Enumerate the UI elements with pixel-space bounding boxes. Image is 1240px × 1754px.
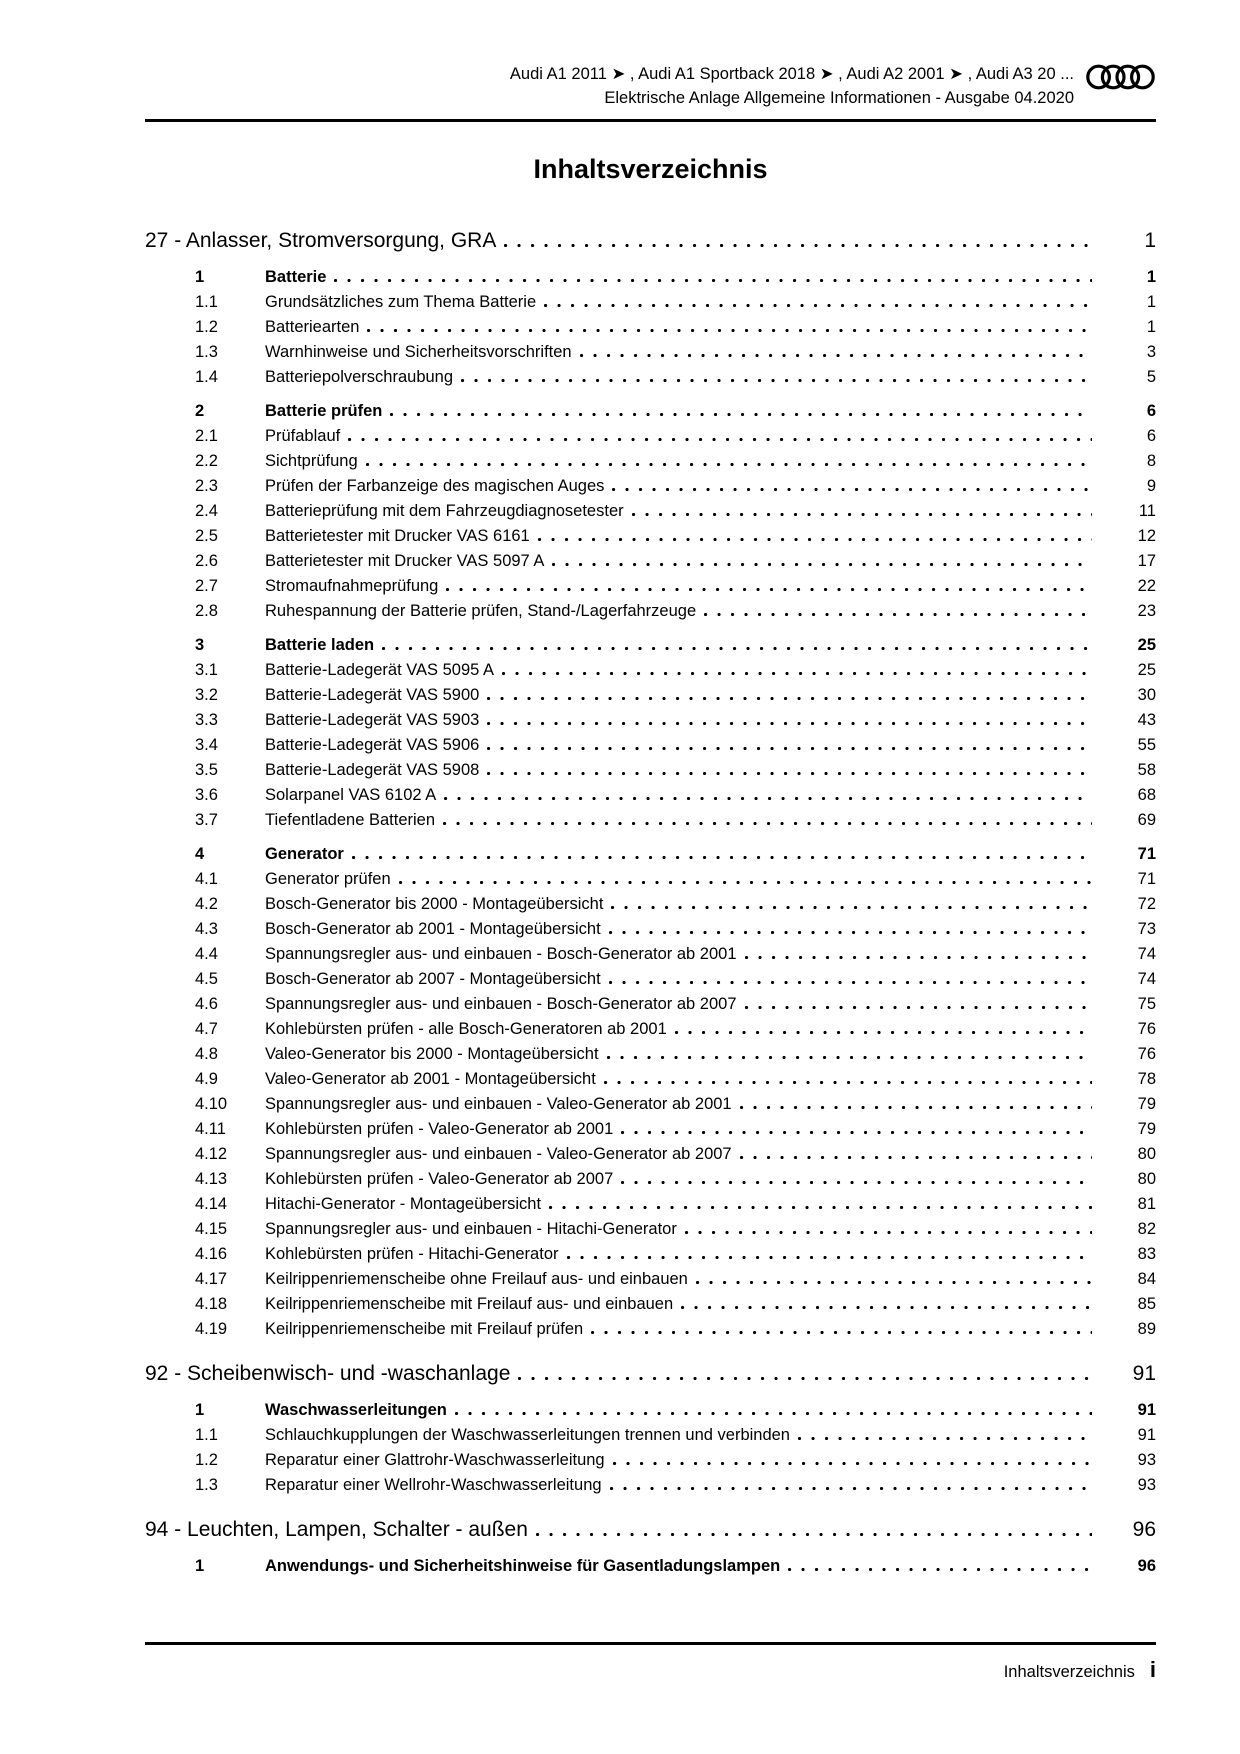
toc-sub-row[interactable] (145, 1267, 1156, 1292)
dot-leader (567, 1255, 1093, 1259)
toc-entry-page: 91 (1132, 1362, 1156, 1385)
toc-entry-number: 1.2 (195, 1451, 218, 1469)
toc-sub-row[interactable] (145, 1167, 1156, 1192)
dot-leader (675, 1030, 1092, 1034)
toc-entry-page: 22 (1137, 577, 1156, 595)
dot-leader (621, 1130, 1092, 1134)
dot-leader (740, 1155, 1092, 1159)
dot-leader (798, 1436, 1092, 1440)
toc-entry-page: 55 (1137, 736, 1156, 754)
toc-entry-page: 25 (1137, 636, 1156, 654)
dot-leader (544, 303, 1092, 307)
toc-entry-page: 30 (1137, 686, 1156, 704)
dot-leader (390, 412, 1092, 416)
dot-leader (538, 537, 1092, 541)
toc-chapter-row[interactable] (145, 225, 1156, 256)
toc-entry-label: Batterie-Ladegerät VAS 5908 (265, 761, 480, 779)
toc-sub-row[interactable] (145, 917, 1156, 942)
dot-leader (681, 1305, 1092, 1309)
toc-entry-label: Valeo-Generator ab 2001 - Montageübersicht (265, 1070, 596, 1088)
toc-sub-row[interactable] (145, 1448, 1156, 1473)
toc-entry-label: Spannungsregler aus- und einbauen - Bosch-Generator ab 2007 (265, 995, 737, 1013)
toc-entry-page: 85 (1137, 1295, 1156, 1313)
dot-leader (745, 1005, 1093, 1009)
toc-entry-page: 79 (1137, 1095, 1156, 1113)
dot-leader (502, 671, 1092, 675)
toc-entry-number: 4.4 (195, 945, 218, 963)
toc-entry-label: Bosch-Generator ab 2007 - Montageübersicht (265, 970, 601, 988)
toc-entry-number: 1 (195, 1401, 205, 1419)
toc-chapter-row[interactable] (145, 1514, 1156, 1545)
toc-entry-label: Generator prüfen (265, 870, 391, 888)
toc-entry-page: 68 (1137, 786, 1156, 804)
dot-leader (549, 1205, 1092, 1209)
toc-entry-label: Batterie-Ladegerät VAS 5900 (265, 686, 480, 704)
toc-entry-number: 2.7 (195, 577, 218, 595)
toc-entry-number: 3.7 (195, 811, 218, 829)
toc-entry-number: 2.1 (195, 427, 218, 445)
header-rule (145, 119, 1156, 122)
toc-entry-label: Solarpanel VAS 6102 A (265, 786, 437, 804)
toc-entry-page: 6 (1146, 402, 1156, 420)
toc-entry-page: 23 (1137, 602, 1156, 620)
toc-entry-page: 83 (1137, 1245, 1156, 1263)
dot-leader (610, 1486, 1092, 1490)
dot-leader (487, 721, 1092, 725)
toc-sub-row[interactable] (145, 340, 1156, 365)
toc-entry-number: 4.1 (195, 870, 218, 888)
toc-entry-number: 2.6 (195, 552, 218, 570)
toc-entry-label: Ruhespannung der Batterie prüfen, Stand-/Lagerfahrzeuge (265, 602, 697, 620)
toc-entry-number: 1.1 (195, 293, 218, 311)
toc-entry-label: Batterie-Ladegerät VAS 5903 (265, 711, 480, 729)
footer-rule (145, 1642, 1156, 1645)
toc-entry-page: 76 (1137, 1045, 1156, 1063)
toc-entry-label: Batterie laden (265, 636, 375, 654)
toc-entry-number: 4.13 (195, 1170, 228, 1188)
dot-leader (443, 821, 1092, 825)
header-text-block (510, 62, 1074, 110)
dot-leader (348, 437, 1092, 441)
toc-sub-row[interactable] (145, 1317, 1156, 1342)
dot-leader (455, 1411, 1092, 1415)
toc-section-row[interactable] (145, 399, 1156, 424)
page-title: Inhaltsverzeichnis (533, 154, 768, 184)
toc-entry-number: 3.5 (195, 761, 218, 779)
dot-leader (632, 512, 1092, 516)
toc-entry-number: 3.4 (195, 736, 218, 754)
toc-sub-row[interactable] (145, 1042, 1156, 1067)
toc-entry-page: 1 (1146, 293, 1156, 311)
toc-entry-page: 73 (1137, 920, 1156, 938)
toc-entry-number: 4.8 (195, 1045, 218, 1063)
toc-entry-label: Kohlebürsten prüfen - Valeo-Generator ab 2001 (265, 1120, 614, 1138)
toc-sub-row[interactable] (145, 1217, 1156, 1242)
dot-leader (621, 1180, 1092, 1184)
dot-leader (367, 328, 1092, 332)
toc-entry-number: 4.6 (195, 995, 218, 1013)
toc-entry-page: 74 (1137, 945, 1156, 963)
toc-entry-number: 4.3 (195, 920, 218, 938)
toc-entry-label: Kohlebürsten prüfen - alle Bosch-Generatoren ab 2001 (265, 1020, 667, 1038)
toc-entry-page: 81 (1137, 1195, 1156, 1213)
toc-entry-page: 58 (1137, 761, 1156, 779)
dot-leader (745, 955, 1093, 959)
dot-leader (536, 1532, 1092, 1536)
dot-leader (504, 243, 1092, 247)
toc-section-row[interactable] (145, 265, 1156, 290)
toc-entry-number: 4.18 (195, 1295, 228, 1313)
dot-leader (613, 1461, 1092, 1465)
toc-sub-row[interactable] (145, 599, 1156, 624)
toc-entry-page: 1 (1146, 268, 1156, 286)
toc-entry-number: 4.12 (195, 1145, 228, 1163)
toc-entry-page: 11 (1138, 502, 1156, 520)
toc-sub-row[interactable] (145, 758, 1156, 783)
toc-entry-number: 4 (195, 845, 205, 863)
dot-leader (399, 880, 1092, 884)
toc-entry-label: Batteriepolverschraubung (265, 368, 454, 386)
toc-entry-label: Batterieprüfung mit dem Fahrzeugdiagnosetester (265, 502, 624, 520)
dot-leader (609, 930, 1092, 934)
toc-sub-row[interactable] (145, 808, 1156, 833)
toc-entry-label: Keilrippenriemenscheibe mit Freilauf aus- und einbauen (265, 1295, 674, 1313)
toc-entry-page: 75 (1137, 995, 1156, 1013)
toc-entry-number: 4.2 (195, 895, 218, 913)
toc-entry-number: 1.4 (195, 368, 218, 386)
toc-entry-page: 12 (1137, 527, 1156, 545)
toc-entry-label: Batterie-Ladegerät VAS 5095 A (265, 661, 495, 679)
toc-entry-label: Batterie (265, 268, 327, 286)
toc-entry-label: Keilrippenriemenscheibe mit Freilauf prüfen (265, 1320, 584, 1338)
toc-entry-page: 69 (1137, 811, 1156, 829)
toc-entry-label: Prüfen der Farbanzeige des magischen Auges (265, 477, 605, 495)
header-models-line: Audi A1 2011 ➤ , Audi A1 Sportback 2018 ➤ , Audi A2 2001 ➤ , Audi A3 20 ... (509, 65, 1074, 83)
toc-entry-number: 1.1 (195, 1426, 218, 1444)
dot-leader (366, 462, 1092, 466)
toc-section-row[interactable] (145, 842, 1156, 867)
toc-sub-row[interactable] (145, 683, 1156, 708)
dot-leader (611, 905, 1092, 909)
toc-entry-page: 91 (1137, 1426, 1156, 1444)
toc-entry-page: 96 (1132, 1518, 1156, 1541)
toc-entry-label: Spannungsregler aus- und einbauen - Valeo-Generator ab 2007 (265, 1145, 732, 1163)
dot-leader (591, 1330, 1092, 1334)
toc-entry-page: 71 (1137, 845, 1156, 863)
toc-entry-label: Batterietester mit Drucker VAS 6161 (265, 527, 530, 545)
dot-leader (446, 587, 1092, 591)
dot-leader (444, 796, 1092, 800)
toc-entry-page: 74 (1137, 970, 1156, 988)
toc-section-row[interactable] (145, 1398, 1156, 1423)
toc-entry-number: 3.6 (195, 786, 218, 804)
dot-leader (740, 1105, 1092, 1109)
toc-entry-page: 76 (1137, 1020, 1156, 1038)
toc-entry-number: 4.19 (195, 1320, 228, 1338)
toc-entry-page: 1 (1144, 229, 1156, 252)
toc-sub-row[interactable] (145, 315, 1156, 340)
toc-entry-label: Batterie-Ladegerät VAS 5906 (265, 736, 480, 754)
dot-leader (704, 612, 1092, 616)
toc-sub-row[interactable] (145, 1017, 1156, 1042)
toc-entry-label: Batterie prüfen (265, 402, 383, 420)
dot-leader (612, 487, 1092, 491)
toc-entry-page: 17 (1137, 552, 1156, 570)
toc-sub-row[interactable] (145, 1473, 1156, 1498)
toc-entry-number: 3.2 (195, 686, 218, 704)
toc-entry-label: Grundsätzliches zum Thema Batterie (265, 293, 537, 311)
toc-sub-row[interactable] (145, 574, 1156, 599)
toc-entry-page: 96 (1137, 1557, 1156, 1575)
toc-entry-number: 3.1 (195, 661, 218, 679)
toc-entry-number: 1 (195, 268, 205, 286)
toc-entry-number: 2.2 (195, 452, 218, 470)
toc-entry-number: 1.3 (195, 1476, 218, 1494)
toc-entry-number: 1.3 (195, 343, 218, 361)
header-document-line: Elektrische Anlage Allgemeine Informationen - Ausgabe 04.2020 (604, 89, 1074, 107)
toc-sub-row[interactable] (145, 1142, 1156, 1167)
toc-sub-row[interactable] (145, 365, 1156, 390)
toc-entry-number: 4.10 (195, 1095, 228, 1113)
toc-entry-label: 92 - Scheibenwisch- und -waschanlage (145, 1362, 511, 1385)
toc-entry-page: 84 (1137, 1270, 1156, 1288)
dot-leader (487, 696, 1092, 700)
toc-entry-label: 94 - Leuchten, Lampen, Schalter - außen (145, 1518, 528, 1541)
toc-sub-row[interactable] (145, 449, 1156, 474)
toc-entry-number: 2.5 (195, 527, 218, 545)
toc-sub-row[interactable] (145, 733, 1156, 758)
toc-entry-page: 1 (1146, 318, 1156, 336)
toc-sub-row[interactable] (145, 290, 1156, 315)
toc-sub-row[interactable] (145, 474, 1156, 499)
dot-leader (487, 746, 1092, 750)
toc-entry-number: 2 (195, 402, 205, 420)
dot-leader (461, 378, 1092, 382)
toc-entry-label: Generator (265, 845, 344, 863)
dot-leader (580, 353, 1092, 357)
toc-entry-page: 3 (1146, 343, 1156, 361)
toc-entry-label: Stromaufnahmeprüfung (265, 577, 439, 595)
toc-entry-page: 79 (1137, 1120, 1156, 1138)
toc-entry-page: 9 (1146, 477, 1156, 495)
toc-entry-label: Spannungsregler aus- und einbauen - Valeo-Generator ab 2001 (265, 1095, 732, 1113)
toc-sub-row[interactable] (145, 783, 1156, 808)
dot-leader (382, 646, 1092, 650)
footer-label: Inhaltsverzeichnis (1003, 1663, 1135, 1681)
toc-entry-page: 25 (1137, 661, 1156, 679)
toc-entry-number: 1 (195, 1557, 205, 1575)
toc-entry-label: Hitachi-Generator - Montageübersicht (265, 1195, 542, 1213)
toc-entry-number: 3 (195, 636, 205, 654)
toc-sub-row[interactable] (145, 1423, 1156, 1448)
toc-entry-number: 4.5 (195, 970, 218, 988)
toc-entry-page: 71 (1137, 870, 1156, 888)
toc-entry-page: 8 (1146, 452, 1156, 470)
toc-entry-page: 6 (1146, 427, 1156, 445)
toc-sub-row[interactable] (145, 424, 1156, 449)
toc-entry-number: 4.15 (195, 1220, 228, 1238)
toc-entry-label: Batteriearten (265, 318, 360, 336)
toc-entry-page: 80 (1137, 1145, 1156, 1163)
dot-leader (552, 562, 1092, 566)
toc-entry-page: 72 (1137, 895, 1156, 913)
dot-leader (334, 278, 1092, 282)
dot-leader (685, 1230, 1092, 1234)
toc-sub-row[interactable] (145, 524, 1156, 549)
toc-entry-number: 4.7 (195, 1020, 218, 1038)
dot-leader (352, 855, 1092, 859)
toc-entry-number: 2.4 (195, 502, 218, 520)
toc-entry-number: 2.3 (195, 477, 218, 495)
page-header (145, 0, 1156, 110)
dot-leader (487, 771, 1092, 775)
toc-sub-row[interactable] (145, 1092, 1156, 1117)
toc-entry-number: 4.11 (195, 1120, 226, 1138)
toc-entry-number: 4.16 (195, 1245, 228, 1263)
toc-entry-page: 91 (1137, 1401, 1156, 1419)
toc-sub-row[interactable] (145, 1192, 1156, 1217)
toc-section-row[interactable] (145, 633, 1156, 658)
toc-entry-label: Schlauchkupplungen der Waschwasserleitungen trennen und verbinden (265, 1426, 790, 1444)
toc-entry-page: 80 (1137, 1170, 1156, 1188)
toc-entry-page: 82 (1137, 1220, 1156, 1238)
toc-entry-label: Bosch-Generator ab 2001 - Montageübersicht (265, 920, 601, 938)
toc-entry-page: 5 (1146, 368, 1156, 386)
toc-entry-number: 2.8 (195, 602, 218, 620)
toc-entry-label: Kohlebürsten prüfen - Hitachi-Generator (265, 1245, 559, 1263)
toc-sub-row[interactable] (145, 967, 1156, 992)
footer-page-number: i (1149, 1657, 1156, 1682)
dot-leader (609, 980, 1092, 984)
toc-sub-row[interactable] (145, 708, 1156, 733)
toc-sub-row[interactable] (145, 942, 1156, 967)
audi-rings-icon (1086, 64, 1156, 95)
toc-entry-page: 93 (1137, 1451, 1156, 1469)
toc-sub-row[interactable] (145, 1067, 1156, 1092)
toc-entry-label: 27 - Anlasser, Stromversorgung, GRA (145, 229, 497, 252)
dot-leader (518, 1376, 1092, 1380)
toc-sub-row[interactable] (145, 867, 1156, 892)
toc-sub-row[interactable] (145, 992, 1156, 1017)
toc-section-row[interactable] (145, 1554, 1156, 1579)
toc-sub-row[interactable] (145, 549, 1156, 574)
dot-leader (788, 1567, 1092, 1571)
toc-entry-label: Tiefentladene Batterien (265, 811, 436, 829)
toc-entry-label: Anwendungs- und Sicherheitshinweise für Gasentladungslampen (265, 1557, 781, 1575)
toc-entry-number: 4.17 (195, 1270, 228, 1288)
toc-entry-label: Reparatur einer Glattrohr-Waschwasserleitung (265, 1451, 605, 1469)
toc-entry-page: 93 (1137, 1476, 1156, 1494)
toc-entry-label: Kohlebürsten prüfen - Valeo-Generator ab 2007 (265, 1170, 614, 1188)
toc-entry-label: Bosch-Generator bis 2000 - Montageübersicht (265, 895, 604, 913)
dot-leader (607, 1055, 1092, 1059)
toc-entry-number: 4.14 (195, 1195, 228, 1213)
toc-entry-label: Sichtprüfung (265, 452, 358, 470)
toc-entry-label: Spannungsregler aus- und einbauen - Hitachi-Generator (265, 1220, 677, 1238)
toc-sub-row[interactable] (145, 1292, 1156, 1317)
toc-entry-number: 3.3 (195, 711, 218, 729)
toc-entry-label: Valeo-Generator bis 2000 - Montageübersicht (265, 1045, 599, 1063)
toc-entry-label: Keilrippenriemenscheibe ohne Freilauf aus- und einbauen (265, 1270, 688, 1288)
toc-entry-number: 1.2 (195, 318, 218, 336)
toc-chapter-row[interactable] (145, 1358, 1156, 1389)
toc-sub-row[interactable] (145, 658, 1156, 683)
toc-entry-label: Warnhinweise und Sicherheitsvorschriften (265, 343, 572, 361)
toc-sub-row[interactable] (145, 1242, 1156, 1267)
toc-sub-row[interactable] (145, 499, 1156, 524)
toc-entry-label: Waschwasserleitungen (265, 1401, 447, 1419)
page-footer (145, 1642, 1156, 1683)
toc-entry-page: 43 (1137, 711, 1156, 729)
toc-entry-page: 89 (1137, 1320, 1156, 1338)
toc-entry-label: Spannungsregler aus- und einbauen - Bosch-Generator ab 2001 (265, 945, 737, 963)
dot-leader (604, 1080, 1092, 1084)
toc-entry-page: 78 (1137, 1070, 1156, 1088)
toc-entry-label: Prüfablauf (265, 427, 341, 445)
toc-list (145, 225, 1156, 1579)
toc-sub-row[interactable] (145, 892, 1156, 917)
toc-entry-number: 4.9 (195, 1070, 218, 1088)
toc-entry-label: Batterietester mit Drucker VAS 5097 A (265, 552, 545, 570)
toc-sub-row[interactable] (145, 1117, 1156, 1142)
dot-leader (696, 1280, 1092, 1284)
toc-entry-label: Reparatur einer Wellrohr-Waschwasserleitung (265, 1476, 602, 1494)
